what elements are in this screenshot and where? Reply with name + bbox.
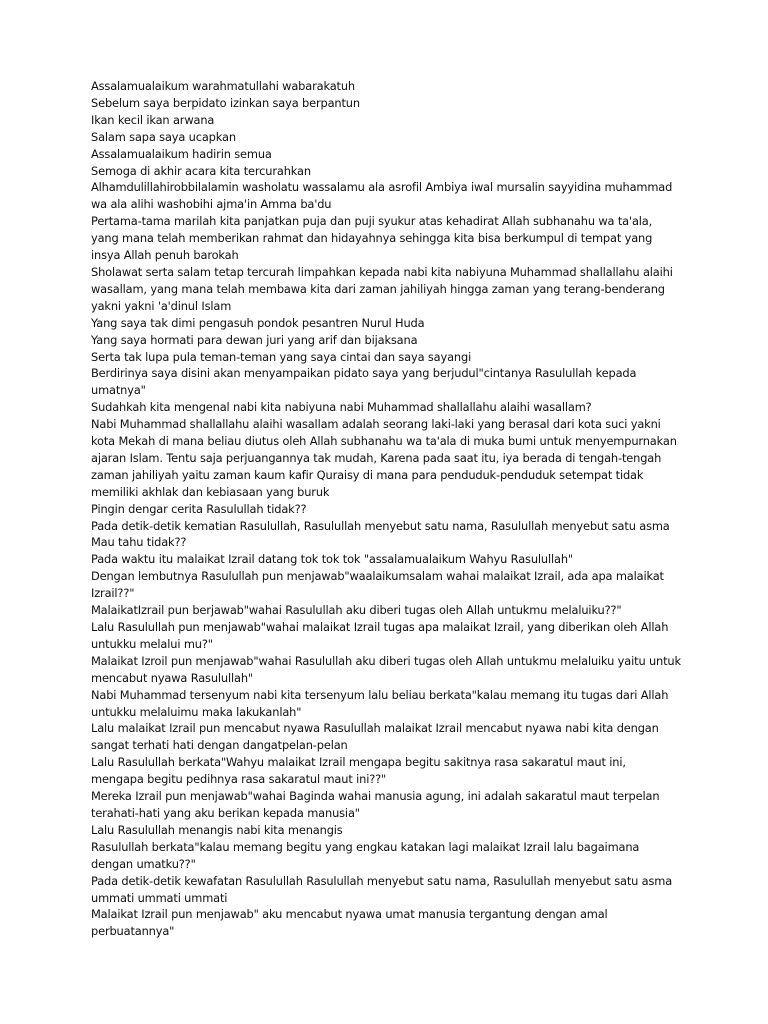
paragraph: Nabi Muhammad shallallahu alaihi wasallam adalah seorang laki-laki yang berasal dari kota suci yakni kota Mekah di mana beliau diutus oleh Allah subhanahu wa ta'ala di muka bumi untuk menyempurnakan ajaran Islam. Tentu saja perjuangannya tak mudah, Karena pada saat itu, iya berada di tengah-tengah zaman jahiliyah yaitu zaman kaum kafir Quraisy di mana para penduduk-penduduk setempat tidak memiliki akhlak dan kebiasaan yang buruk bbox=[91, 417, 677, 499]
paragraph: Sudahkah kita mengenal nabi kita nabiyuna nabi Muhammad shallallahu alaihi wasallam? bbox=[91, 400, 592, 415]
paragraph: Lalu Rasulullah pun menjawab"wahai malaikat Izrail tugas apa malaikat Izrail, yang diberikan oleh Allah untukku melalui mu?" bbox=[91, 620, 669, 651]
paragraph: Salam sapa saya ucapkan bbox=[91, 129, 236, 144]
paragraph: Lalu Rasulullah berkata"Wahyu malaikat Izrail mengapa begitu sakitnya rasa sakaratul maut ini, mengapa begitu pedihnya rasa sakaratul maut ini??" bbox=[91, 755, 626, 787]
paragraph: Sebelum saya berpidato izinkan saya berpantun bbox=[91, 95, 360, 110]
paragraph: Dengan lembutnya Rasulullah pun menjawab"waalaikumsalam wahai malaikat Izrail, ada apa malaikat Izrail??" bbox=[91, 569, 664, 601]
paragraph: Pada detik-detik kematian Rasulullah, Rasulullah menyebut satu nama, Rasulullah menyebut satu asma Mau tahu tidak?? bbox=[91, 518, 670, 550]
paragraph: Alhamdulillahirobbilalamin washolatu wassalamu ala asrofil Ambiya iwal mursalin sayyidina muhammad wa ala alihi washobihi ajma'in Amma ba'du bbox=[91, 180, 673, 212]
paragraph: MalaikatIzrail pun berjawab"wahai Rasulullah aku diberi tugas oleh Allah untukmu melaluiku??" bbox=[91, 603, 622, 618]
paragraph: Rasulullah berkata"kalau memang begitu yang engkau katakan lagi malaikat Izrail lalu bagaimana dengan umatku??" bbox=[91, 839, 640, 871]
paragraph: Mereka Izrail pun menjawab"wahai Baginda wahai manusia agung, ini adalah sakaratul maut terpelan terahati-hati yang aku berikan kepada manusia" bbox=[91, 789, 660, 820]
paragraph: Berdirinya saya disini akan menyampaikan pidato saya yang berjudul"cintanya Rasulullah kepada umatnya" bbox=[91, 366, 637, 398]
paragraph: Pada waktu itu malaikat Izrail datang tok tok tok "assalamualaikum Wahyu Rasulullah" bbox=[91, 552, 573, 567]
paragraph: Sholawat serta salam tetap tercurah limpahkan kepada nabi kita nabiyuna Muhammad shallallahu alaihi wasallam, yang mana telah membawa kita dari zaman jahiliyah hingga zaman yang terang-benderang yakni yakni 'a'dinul Islam bbox=[91, 264, 673, 313]
paragraph: Pingin dengar cerita Rasulullah tidak?? bbox=[91, 501, 307, 516]
paragraph: Lalu malaikat Izrail pun mencabut nyawa Rasulullah malaikat Izrail mencabut nyawa nabi kita dengan sangat terhati hati dengan dangatpelan-pelan bbox=[91, 721, 659, 753]
paragraph: Nabi Muhammad tersenyum nabi kita tersenyum lalu beliau berkata"kalau memang itu tugas dari Allah untukku melaluimu maka lakukanlah" bbox=[91, 687, 669, 719]
paragraph: Serta tak lupa pula teman-teman yang saya cintai dan saya sayangi bbox=[91, 349, 472, 364]
paragraph: Ikan kecil ikan arwana bbox=[91, 112, 215, 127]
speech-text-body bbox=[91, 78, 681, 940]
paragraph: Malaikat Izroil pun menjawab"wahai Rasulullah aku diberi tugas oleh Allah untukmu melaluiku yaitu untuk mencabut nyawa Rasulullah" bbox=[91, 653, 681, 685]
paragraph: Semoga di akhir acara kita tercurahkan bbox=[91, 163, 311, 178]
paragraph: Malaikat Izrail pun menjawab" aku mencabut nyawa umat manusia tergantung dengan amal perbuatannya" bbox=[91, 907, 608, 939]
paragraph: Assalamualaikum warahmatullahi wabarakatuh bbox=[91, 79, 355, 93]
paragraph: Assalamualaikum hadirin semua bbox=[91, 146, 272, 161]
paragraph: Yang saya tak dimi pengasuh pondok pesantren Nurul Huda bbox=[91, 315, 425, 330]
paragraph: Lalu Rasulullah menangis nabi kita menangis bbox=[91, 822, 343, 837]
paragraph: Pertama-tama marilah kita panjatkan puja dan puji syukur atas kehadirat Allah subhanahu wa ta'ala, yang mana telah memberikan rahmat dan hidayahnya sehingga kita bisa berkumpul di tempat yang insya Allah penuh barokah bbox=[91, 214, 653, 263]
paragraph: Yang saya hormati para dewan juri yang arif dan bijaksana bbox=[91, 332, 418, 347]
paragraph: Pada detik-detik kewafatan Rasulullah Rasulullah menyebut satu nama, Rasulullah menyebut satu asma ummati ummati ummati bbox=[91, 873, 673, 905]
